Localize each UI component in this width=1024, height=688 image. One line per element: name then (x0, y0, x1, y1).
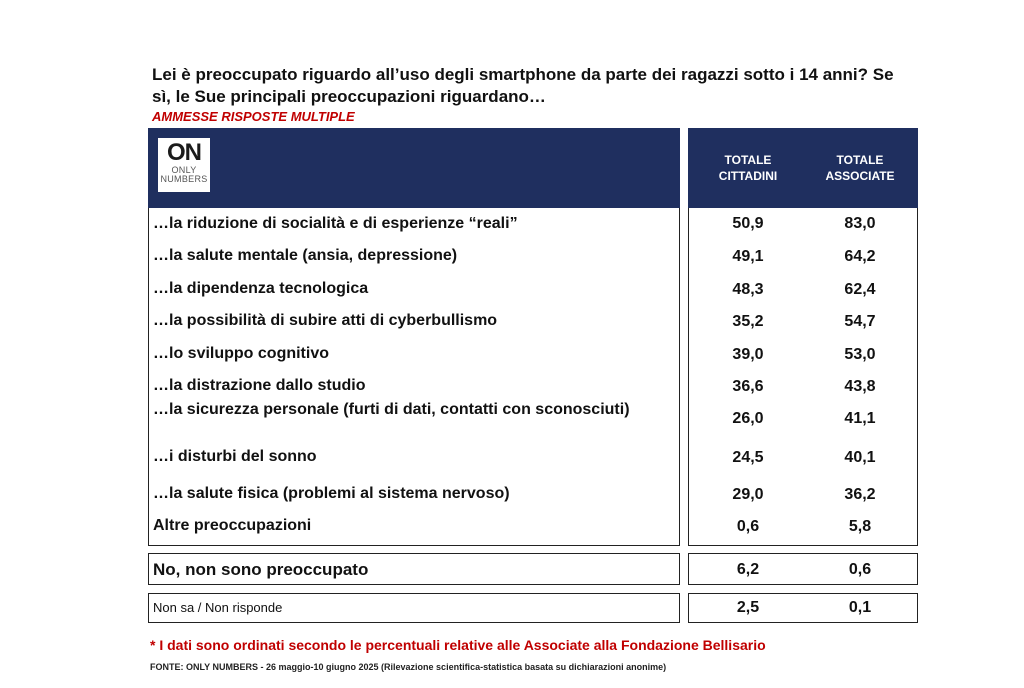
column-header-associate: TOTALE ASSOCIATE (825, 153, 895, 183)
row-label: …lo sviluppo cognitivo (153, 345, 329, 362)
dont-know-cittadini: 2,5 (736, 599, 760, 616)
row-label: …la salute mentale (ansia, depressione) (153, 247, 458, 264)
row-label: Altre preoccupazioni (153, 517, 312, 534)
column-header-cittadini: TOTALE CITTADINI (718, 153, 778, 183)
ordering-footnote: * I dati sono ordinati secondo le percentuali relative alle Associate alla Fondazione Bellisario (150, 637, 766, 653)
value-cittadini: 50,9 (732, 215, 764, 232)
value-cittadini: 36,6 (732, 378, 764, 395)
row-label: …la distrazione dallo studio (153, 377, 366, 394)
row-label: …i disturbi del sonno (153, 448, 317, 465)
value-associate: 62,4 (844, 281, 876, 298)
row-label: …la dipendenza tecnologica (153, 280, 369, 297)
question-title: Lei è preoccupato riguardo all’uso degli smartphone da parte dei ragazzi sotto i 14 anni? Se sì, le Sue principali preoccupazioni riguardano… (152, 65, 894, 106)
row-label: …la possibilità di subire atti di cyberbullismo (153, 312, 498, 329)
value-cittadini: 29,0 (732, 486, 764, 503)
table-header-right (688, 128, 918, 208)
value-associate: 5,8 (848, 518, 872, 535)
value-associate: 54,7 (844, 313, 876, 330)
value-associate: 43,8 (844, 378, 876, 395)
value-cittadini: 49,1 (732, 248, 764, 265)
value-associate: 53,0 (844, 346, 876, 363)
no-worry-associate: 0,6 (848, 561, 872, 578)
value-associate: 64,2 (844, 248, 876, 265)
dont-know-associate: 0,1 (848, 599, 872, 616)
value-cittadini: 39,0 (732, 346, 764, 363)
dont-know-label: Non sa / Non risponde (153, 600, 283, 615)
row-label: …la salute fisica (problemi al sistema nervoso) (153, 485, 510, 502)
only-numbers-logo (158, 138, 210, 192)
value-cittadini: 48,3 (732, 281, 764, 298)
value-associate: 40,1 (844, 449, 876, 466)
value-cittadini: 26,0 (732, 410, 764, 427)
multiple-answers-note: AMMESSE RISPOSTE MULTIPLE (152, 109, 355, 124)
value-cittadini: 35,2 (732, 313, 764, 330)
value-associate: 36,2 (844, 486, 876, 503)
logo-numbers-text: NUMBERS (160, 174, 208, 184)
logo-only-text: ONLY (171, 165, 197, 175)
source-note: FONTE: ONLY NUMBERS - 26 maggio-10 giugno 2025 (Rilevazione scientifica-statistica basata su dichiarazioni anonime) (150, 662, 667, 672)
value-cittadini: 0,6 (736, 518, 760, 535)
row-label: …la sicurezza personale (furti di dati, contatti con sconosciuti) (153, 401, 630, 418)
no-worry-cittadini: 6,2 (736, 561, 760, 578)
no-worry-label: No, non sono preoccupato (153, 560, 369, 579)
row-label: …la riduzione di socialità e di esperienze “reali” (153, 215, 518, 232)
logo-on-text: ON (167, 139, 201, 166)
value-cittadini: 24,5 (732, 449, 764, 466)
table-header-left (148, 128, 680, 208)
value-associate: 41,1 (844, 410, 876, 427)
value-associate: 83,0 (844, 215, 876, 232)
